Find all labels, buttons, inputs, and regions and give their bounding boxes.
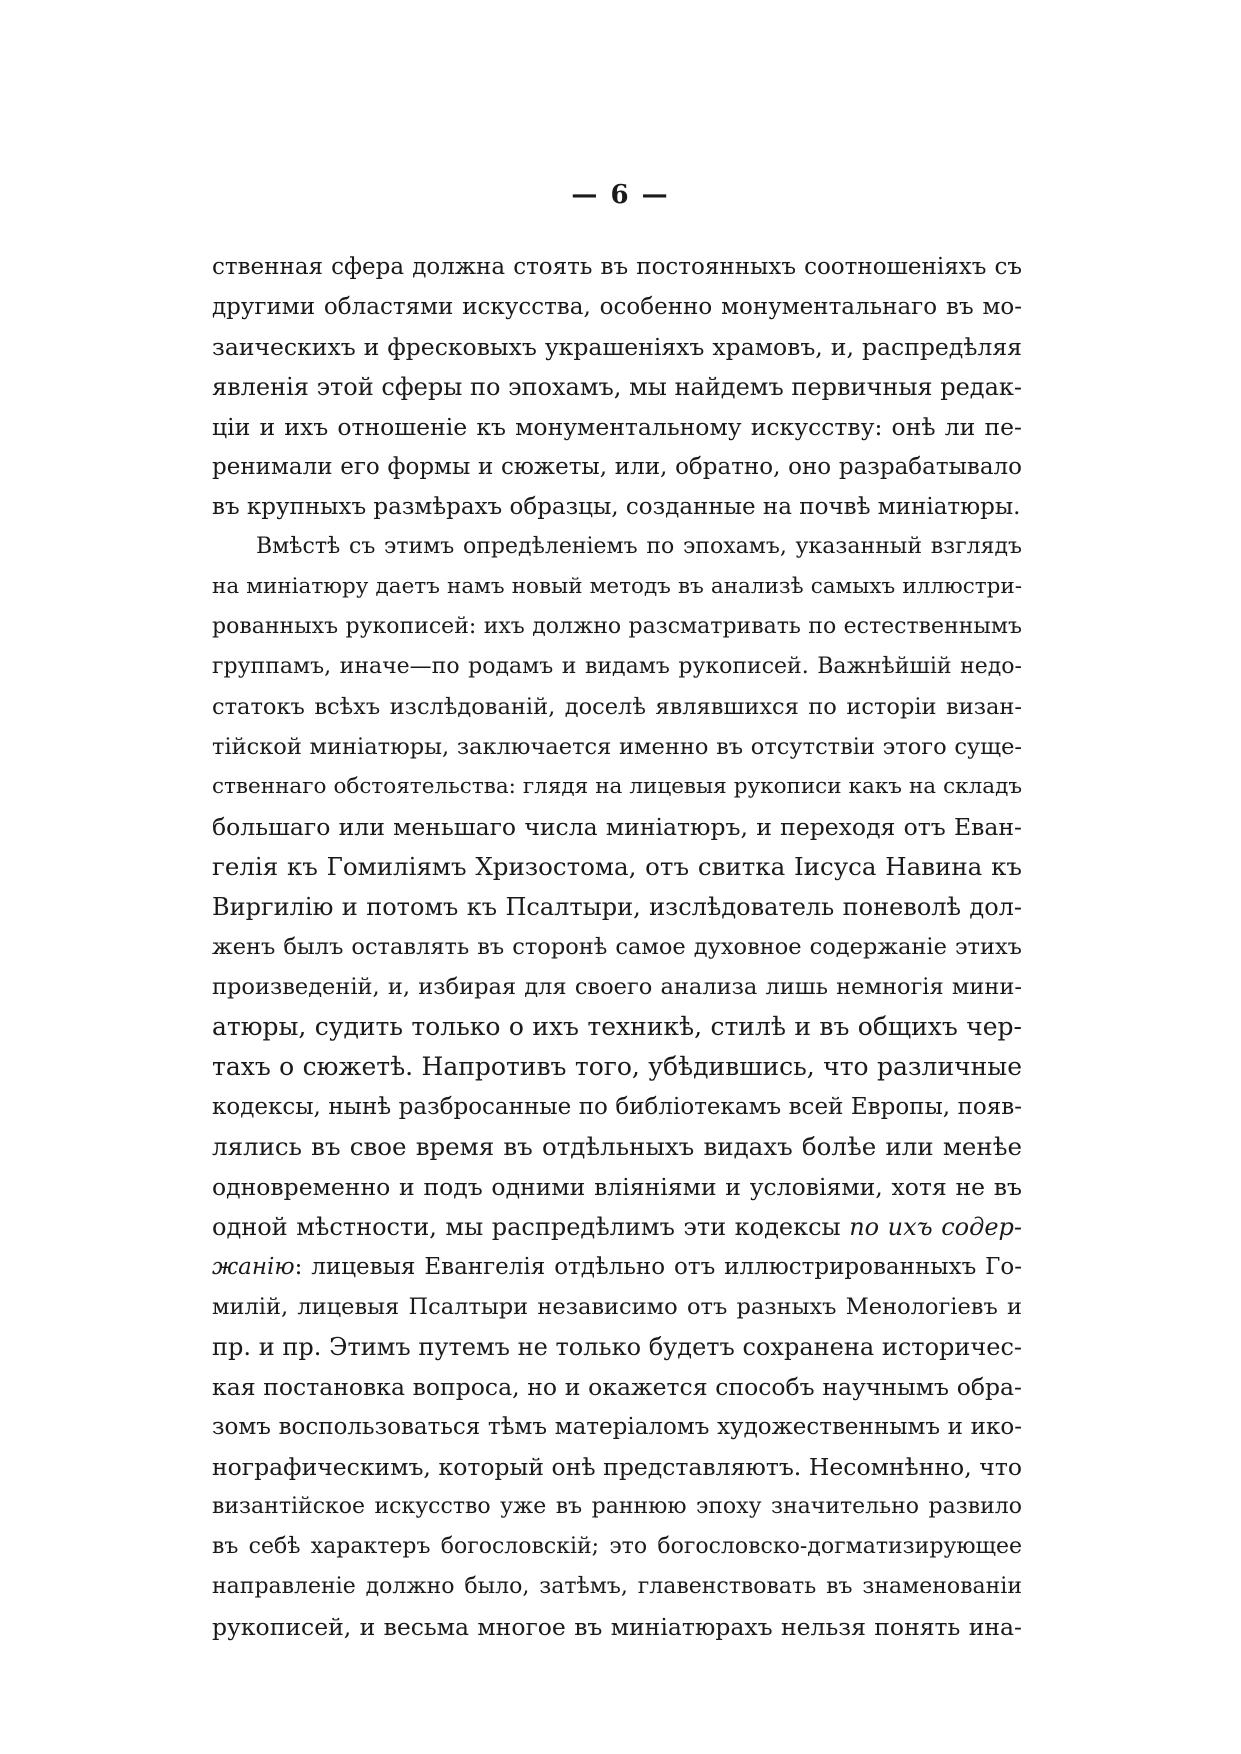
text-line: другими областями искусства, особенно монументальнаго въ мо- <box>212 294 1022 320</box>
text-line: нографическимъ, который онѣ представляютъ. Несомнѣнно, что <box>212 1453 1022 1481</box>
text-line: одновременно и подъ одними вліяніями и условіями, хотя не въ <box>212 1173 1022 1201</box>
text-line: ственнаго обстоятельства: глядя на лицевыя рукописи какъ на складъ <box>212 774 1022 799</box>
text-line: большаго или меньшаго числа миніатюръ, и переходя отъ Еван- <box>212 813 1022 841</box>
text-line: ренимали его формы и сюжеты, или, обратно, оно разрабатывало <box>212 454 1022 480</box>
text-line: женъ былъ оставлять въ сторонѣ самое духовное содержаніе этихъ <box>212 934 1022 960</box>
text-segment: : лицевыя Евангелія отдѣльно отъ иллюстрированныхъ Го- <box>294 1254 1022 1280</box>
text-line: направленіе должно было, затѣмъ, главенствовать въ знаменованіи <box>212 1574 1022 1599</box>
page-number: — 6 — <box>571 180 670 210</box>
text-line: пр. и пр. Этимъ путемъ не только будетъ сохранена историчес- <box>212 1333 1022 1361</box>
text-line: заическихъ и фресковыхъ украшеніяхъ храмовъ, и, распредѣляя <box>212 333 1022 361</box>
text-line: гелія къ Гомиліямъ Хризостома, отъ свитка Іисуса Навина къ <box>212 852 1022 881</box>
text-line: ціи и ихъ отношеніе къ монументальному искусству: онѣ ли пе- <box>212 413 1022 441</box>
text-line: византійское искусство уже въ раннюю эпоху значительно развило <box>212 1494 1022 1519</box>
text-line: группамъ, иначе—по родамъ и видамъ рукописей. Важнѣйшій недо- <box>212 654 1022 679</box>
text-line: произведеній, и, избирая для своего анализа лишь немногія мини- <box>212 974 1022 1000</box>
text-line: лялись въ свое время въ отдѣльныхъ видахъ болѣе или менѣе <box>212 1132 1022 1161</box>
text-segment: одной мѣстности, мы распредѣлимъ эти кодексы <box>212 1213 850 1241</box>
text-line: рованныхъ рукописей: ихъ должно разсматривать по естественнымъ <box>212 614 1022 639</box>
text-line: тахъ о сюжетѣ. Напротивъ того, убѣдившись, что различные <box>212 1052 1022 1081</box>
text-line: милій, лицевыя Псалтыри независимо отъ разныхъ Менологіевъ и <box>212 1294 1022 1320</box>
paragraph-start-line: Вмѣстѣ съ этимъ опредѣленіемъ по эпохамъ, указанный взглядъ <box>256 534 1022 559</box>
text-line: ственная сфера должна стоять въ постоянныхъ соотношеніяхъ съ <box>212 254 1022 280</box>
text-line: въ крупныхъ размѣрахъ образцы, созданные на почвѣ миніатюры. <box>212 494 1021 520</box>
text-line: кая постановка вопроса, но и окажется способъ научнымъ обра- <box>212 1373 1022 1401</box>
text-line: атюры, судить только о ихъ техникѣ, стилѣ и въ общихъ чер- <box>212 1012 1022 1041</box>
italic-emphasis: по ихъ содер- <box>849 1213 1022 1241</box>
text-line: зомъ воспользоваться тѣмъ матеріаломъ художественнымъ и ико- <box>212 1414 1022 1440</box>
text-line: кодексы, нынѣ разбросанные по библіотекамъ всей Европы, появ- <box>212 1094 1022 1120</box>
text-line: на миніатюру даетъ намъ новый методъ въ анализѣ самыхъ иллюстри- <box>212 574 1022 599</box>
text-line <box>212 1207 1022 1247</box>
body-text <box>212 247 1022 1647</box>
text-line: въ себѣ характеръ богословскій; это богословско-догматизирующее <box>212 1534 1022 1559</box>
text-line <box>212 1247 1022 1287</box>
text-line: рукописей, и весьма многое въ миніатюрахъ нельзя понять ина- <box>212 1613 1022 1641</box>
italic-emphasis: жанію <box>212 1254 295 1280</box>
text-line: тійской миніатюры, заключается именно въ отсутствіи этого суще- <box>212 734 1022 760</box>
text-line: Виргилію и потомъ къ Псалтыри, изслѣдователь поневолѣ дол- <box>212 893 1022 921</box>
text-line: явленія этой сферы по эпохамъ, мы найдемъ первичныя редак- <box>212 373 1022 401</box>
text-line: статокъ всѣхъ изслѣдованій, доселѣ являвшихся по исторіи визан- <box>212 694 1022 720</box>
